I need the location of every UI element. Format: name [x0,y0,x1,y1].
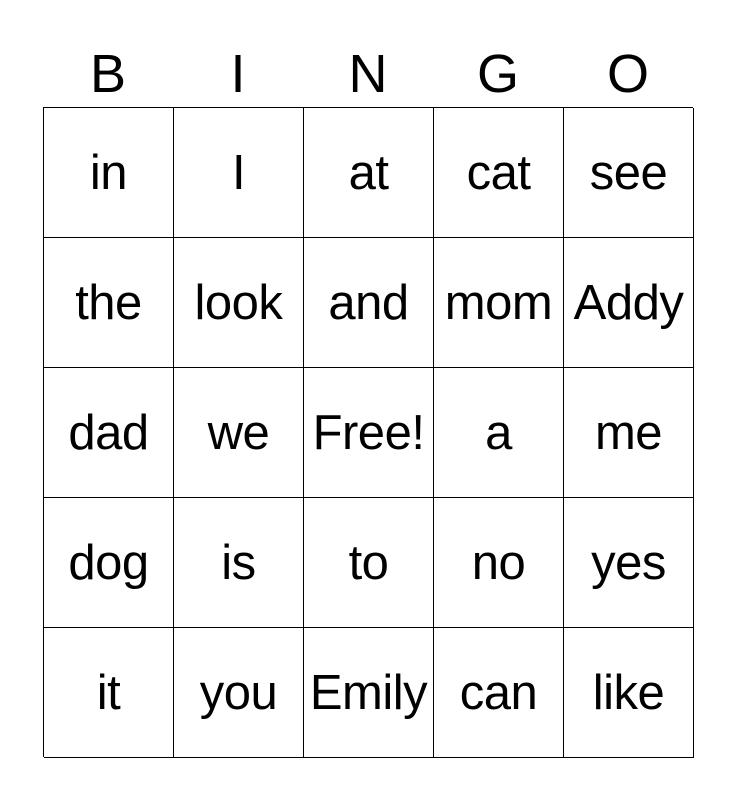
bingo-board [43,107,693,757]
bingo-cell[interactable]: I [174,108,304,238]
header-letter-o: O [606,44,649,104]
bingo-cell[interactable]: look [174,238,304,368]
bingo-cell[interactable]: and [304,238,434,368]
bingo-cell[interactable]: in [44,108,174,238]
bingo-cell[interactable]: see [564,108,694,238]
bingo-cell[interactable]: it [44,628,174,758]
bingo-cell[interactable]: cat [434,108,564,238]
bingo-cell[interactable]: dad [44,368,174,498]
header-letter-i: I [230,44,246,104]
header-letter-n: N [348,44,388,104]
bingo-cell[interactable]: dog [44,498,174,628]
bingo-free-space[interactable]: Free! [304,368,434,498]
bingo-cell[interactable]: the [44,238,174,368]
bingo-cell[interactable]: can [434,628,564,758]
bingo-cell[interactable]: yes [564,498,694,628]
bingo-cell[interactable]: Emily [304,628,434,758]
bingo-cell[interactable]: no [434,498,564,628]
header-letter-b: B [89,44,127,104]
bingo-cell[interactable]: Addy [564,238,694,368]
bingo-cell[interactable]: like [564,628,694,758]
bingo-cell[interactable]: a [434,368,564,498]
bingo-cell[interactable]: to [304,498,434,628]
bingo-header [43,40,693,108]
bingo-cell[interactable]: is [174,498,304,628]
bingo-cell[interactable]: me [564,368,694,498]
bingo-cell[interactable]: we [174,368,304,498]
bingo-cell[interactable]: at [304,108,434,238]
bingo-cell[interactable]: mom [434,238,564,368]
header-letter-g: G [476,44,519,104]
bingo-cell[interactable]: you [174,628,304,758]
